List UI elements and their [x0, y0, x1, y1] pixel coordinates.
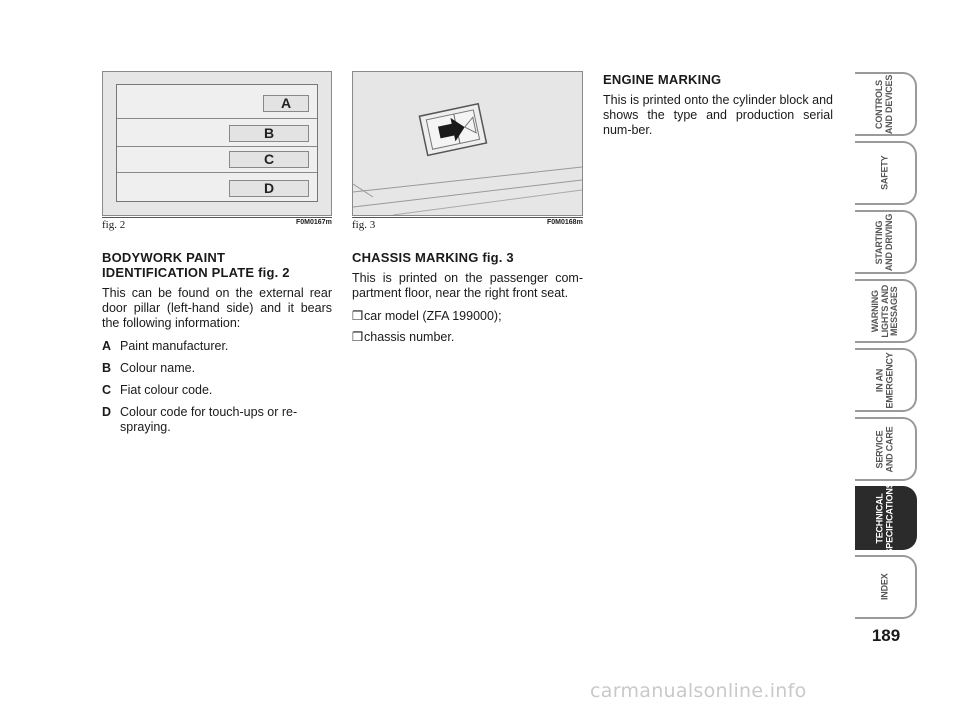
fig3-caption: fig. 3: [352, 219, 376, 231]
tab-label: WARNING LIGHTS AND MESSAGES: [869, 284, 899, 338]
plate-label-c: C: [229, 151, 309, 168]
list-item-text: chassis number.: [364, 330, 455, 344]
tab-technical-specifications[interactable]: [855, 481, 917, 555]
plate-divider: [117, 118, 317, 119]
tab-starting-and-driving[interactable]: [855, 210, 917, 274]
fig3-caption-rule: [352, 217, 583, 218]
tab-label: SERVICE AND CARE: [874, 426, 894, 472]
tab-label: INDEX: [879, 573, 890, 601]
tab-label: CONTROLS AND DEVICES: [874, 74, 894, 134]
plate-divider: [117, 146, 317, 147]
engine-heading: ENGINE MARKING: [603, 72, 722, 87]
list-item: [102, 361, 332, 376]
list-item-text: Fiat colour code.: [120, 383, 213, 397]
watermark: carmanualsonline.info: [590, 680, 807, 702]
tab-service-and-care[interactable]: [855, 417, 917, 481]
list-item: [352, 309, 583, 324]
list-item-key: B: [102, 361, 112, 375]
bodywork-intro: This can be found on the external rear door pillar (left-hand side) and it bears the following information:: [102, 286, 332, 330]
tab-label: SAFETY: [879, 155, 890, 191]
chassis-heading: CHASSIS MARKING fig. 3: [352, 250, 514, 265]
list-item: [352, 330, 583, 345]
chassis-intro: This is printed on the passenger com-partment floor, near the right front seat.: [352, 271, 583, 300]
bodywork-heading: [102, 250, 332, 280]
chassis-section: [352, 250, 583, 351]
list-item: [102, 339, 332, 354]
list-item: [102, 405, 332, 435]
list-item-key: C: [102, 383, 112, 397]
tab-label: IN AN EMERGENCY: [874, 351, 894, 409]
tab-label: TECHNICAL SPECIFICATIONS: [874, 481, 895, 555]
bullet-icon: ❒: [352, 309, 364, 323]
tab-safety[interactable]: [855, 141, 917, 205]
plate-divider: [117, 172, 317, 173]
tab-label: STARTING AND DRIVING: [874, 213, 894, 271]
list-item-text: Colour code for touch-ups or re-spraying.: [120, 405, 298, 434]
paint-identification-plate: [116, 84, 318, 202]
plate-label-d: D: [229, 180, 309, 197]
tab-in-an-emergency[interactable]: [855, 348, 917, 412]
list-item-text: Colour name.: [120, 361, 196, 375]
tab-controls-and-devices[interactable]: [855, 72, 917, 136]
bullet-icon: ❒: [352, 330, 364, 344]
chassis-marking-illustration: [353, 72, 582, 215]
plate-label-a: A: [263, 95, 309, 112]
list-item-key: A: [102, 339, 112, 353]
tab-index[interactable]: [855, 555, 917, 619]
bodywork-heading-line1: BODYWORK PAINT: [102, 250, 226, 265]
bodywork-section: [102, 250, 332, 442]
page-number: 189: [871, 626, 901, 645]
fig3-code: F0M0168m: [547, 219, 583, 226]
tab-warning-lights-and-messages[interactable]: [855, 279, 917, 343]
list-item-text: Paint manufacturer.: [120, 339, 229, 353]
fig2-caption-rule: [102, 217, 332, 218]
bodywork-heading-line2: IDENTIFICATION PLATE fig. 2: [102, 265, 290, 280]
fig2-caption: fig. 2: [102, 219, 126, 231]
engine-section: [603, 72, 833, 146]
fig3-image: [352, 71, 583, 216]
list-item-text: car model (ZFA 199000);: [364, 309, 502, 323]
fig2-code: F0M0167m: [296, 219, 332, 226]
list-item: [102, 383, 332, 398]
list-item-key: D: [102, 405, 112, 419]
engine-text: This is printed onto the cylinder block and shows the type and production serial num-ber.: [603, 93, 833, 137]
plate-label-b: B: [229, 125, 309, 142]
